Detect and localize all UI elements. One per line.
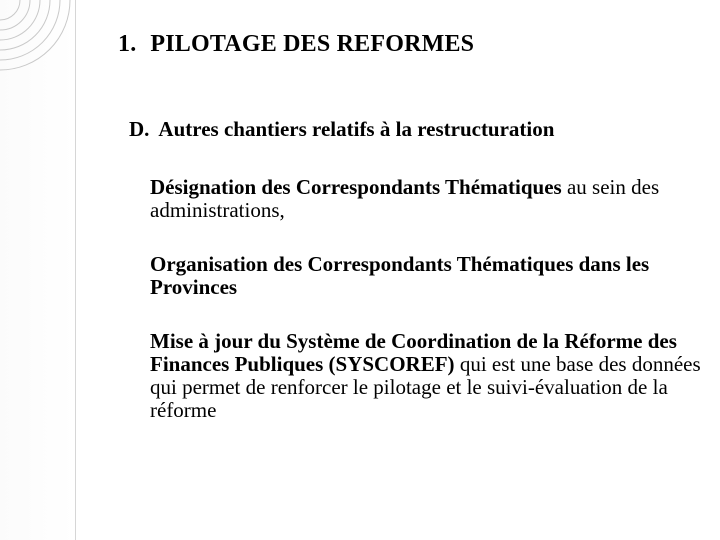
slide-title xyxy=(118,31,474,58)
bullet-bold-text: Désignation des Correspondants Thématiques xyxy=(150,175,562,199)
bullet-list xyxy=(150,176,715,453)
title-text: PILOTAGE DES REFORMES xyxy=(150,31,475,57)
list-item xyxy=(150,253,715,299)
subtitle-letter: D. xyxy=(129,117,150,141)
subtitle-text: Autres chantiers relatifs à la restructuration xyxy=(158,117,555,141)
list-item xyxy=(150,176,715,222)
slide-left-frame xyxy=(0,0,76,540)
bullet-normal-text: au sein des administrations, xyxy=(150,175,660,222)
section-subtitle xyxy=(129,117,554,142)
bullet-bold-text: Mise à jour du Système de Coordination de la Réforme des Finances Publiques (SYSCOREF) xyxy=(150,329,677,376)
bullet-bold-text: Organisation des Correspondants Thématiques dans les Provinces xyxy=(150,252,650,299)
list-item xyxy=(150,330,715,422)
bullet-normal-text: qui est une base des données qui permet de renforcer le pilotage et le suivi-évaluation de la réforme xyxy=(150,352,701,422)
title-number: 1. xyxy=(118,31,137,57)
